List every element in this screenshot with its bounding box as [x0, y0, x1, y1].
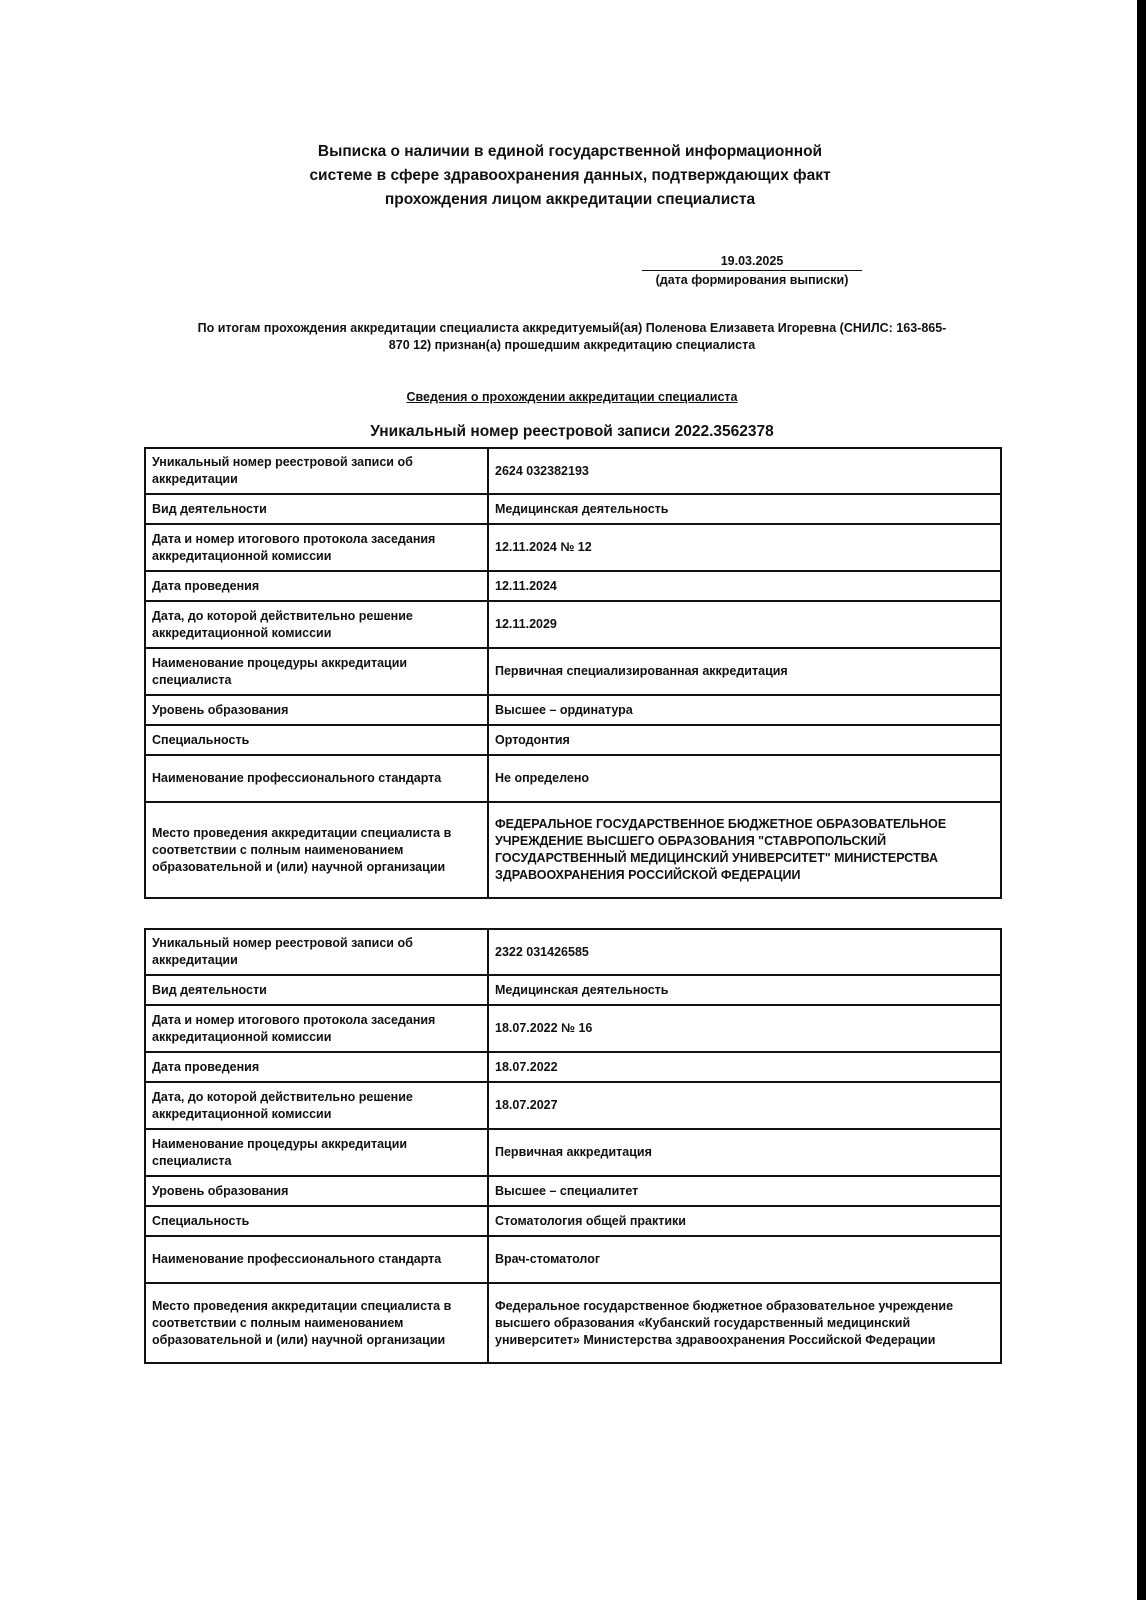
table-row — [145, 1206, 1001, 1236]
row-label: Уровень образования — [145, 1176, 488, 1206]
row-value: ФЕДЕРАЛЬНОЕ ГОСУДАРСТВЕННОЕ БЮДЖЕТНОЕ ОБРАЗОВАТЕЛЬНОЕ УЧРЕЖДЕНИЕ ВЫСШЕГО ОБРАЗОВАНИЯ "СТАВРОПОЛЬСКИЙ ГОСУДАРСТВЕННЫЙ МЕДИЦИНСКИЙ УНИВЕРСИТЕТ" МИНИСТЕРСТВА ЗДРАВООХРАНЕНИЯ РОССИЙСКОЙ ФЕДЕРАЦИИ — [488, 802, 1001, 898]
document-title — [230, 140, 910, 212]
row-value: 12.11.2024 — [488, 571, 1001, 601]
table-row — [145, 601, 1001, 648]
accreditation-table-1 — [144, 447, 1002, 899]
row-label: Наименование процедуры аккредитации специалиста — [145, 648, 488, 695]
row-value: Врач-стоматолог — [488, 1236, 1001, 1283]
row-label: Дата проведения — [145, 1052, 488, 1082]
table-row — [145, 1236, 1001, 1283]
table-row — [145, 494, 1001, 524]
row-value: Ортодонтия — [488, 725, 1001, 755]
row-label: Место проведения аккредитации специалиста в соответствии с полным наименованием образовательной и (или) научной организации — [145, 802, 488, 898]
table-row — [145, 695, 1001, 725]
row-value: Первичная аккредитация — [488, 1129, 1001, 1176]
table-row — [145, 975, 1001, 1005]
row-value: 18.07.2022 № 16 — [488, 1005, 1001, 1052]
row-label: Вид деятельности — [145, 975, 488, 1005]
title-line: прохождения лицом аккредитации специалиста — [384, 191, 756, 208]
table-row — [145, 755, 1001, 802]
issue-date-caption: (дата формирования выписки) — [655, 273, 849, 287]
row-label: Наименование профессионального стандарта — [145, 1236, 488, 1283]
row-value: 2624 032382193 — [488, 448, 1001, 494]
row-value: 18.07.2027 — [488, 1082, 1001, 1129]
table-row — [145, 725, 1001, 755]
row-value: Стоматология общей практики — [488, 1206, 1001, 1236]
table-row — [145, 929, 1001, 975]
row-value: Не определено — [488, 755, 1001, 802]
row-value: Медицинская деятельность — [488, 975, 1001, 1005]
row-label: Дата и номер итогового протокола заседания аккредитационной комиссии — [145, 524, 488, 571]
row-label: Место проведения аккредитации специалиста в соответствии с полным наименованием образовательной и (или) научной организации — [145, 1283, 488, 1363]
row-value: Первичная специализированная аккредитация — [488, 648, 1001, 695]
table-row — [145, 1129, 1001, 1176]
row-label: Уникальный номер реестровой записи об аккредитации — [145, 929, 488, 975]
row-label: Специальность — [145, 1206, 488, 1236]
row-label: Наименование процедуры аккредитации специалиста — [145, 1129, 488, 1176]
row-label: Дата проведения — [145, 571, 488, 601]
row-label: Вид деятельности — [145, 494, 488, 524]
row-value: 12.11.2024 № 12 — [488, 524, 1001, 571]
intro-line: 870 12) признан(а) прошедшим аккредитацию специалиста — [388, 338, 756, 352]
table-row — [145, 571, 1001, 601]
table-row — [145, 1283, 1001, 1363]
section-heading: Сведения о прохождении аккредитации специалиста — [406, 390, 738, 404]
title-line: Выписка о наличии в единой государственной информационной — [317, 143, 823, 160]
issue-date: 19.03.2025 — [642, 254, 862, 271]
title-line: системе в сфере здравоохранения данных, подтверждающих факт — [309, 167, 831, 184]
row-label: Дата, до которой действительно решение аккредитационной комиссии — [145, 601, 488, 648]
accreditation-table-2 — [144, 928, 1002, 1364]
row-label: Дата, до которой действительно решение аккредитационной комиссии — [145, 1082, 488, 1129]
table-row — [145, 1176, 1001, 1206]
row-value: 2322 031426585 — [488, 929, 1001, 975]
table-row — [145, 524, 1001, 571]
row-value: Федеральное государственное бюджетное образовательное учреждение высшего образования «Кубанский государственный медицинский университет» Министерства здравоохранения Российской Федерации — [488, 1283, 1001, 1363]
issue-date-block — [642, 254, 862, 289]
intro-paragraph — [142, 320, 1002, 354]
row-label: Наименование профессионального стандарта — [145, 755, 488, 802]
table-row — [145, 1082, 1001, 1129]
row-label: Специальность — [145, 725, 488, 755]
table-row — [145, 448, 1001, 494]
intro-line: По итогам прохождения аккредитации специалиста аккредитуемый(ая) Поленова Елизавета Игоревна (СНИЛС: 163-865- — [197, 321, 947, 335]
row-value: Высшее – специалитет — [488, 1176, 1001, 1206]
registry-number: Уникальный номер реестровой записи 2022.3562378 — [370, 423, 774, 440]
row-label: Уникальный номер реестровой записи об аккредитации — [145, 448, 488, 494]
table-row — [145, 648, 1001, 695]
table-row — [145, 1052, 1001, 1082]
table-row — [145, 1005, 1001, 1052]
row-value: 18.07.2022 — [488, 1052, 1001, 1082]
row-label: Уровень образования — [145, 695, 488, 725]
row-value: Высшее – ординатура — [488, 695, 1001, 725]
table-row — [145, 802, 1001, 898]
row-value: Медицинская деятельность — [488, 494, 1001, 524]
row-value: 12.11.2029 — [488, 601, 1001, 648]
row-label: Дата и номер итогового протокола заседания аккредитационной комиссии — [145, 1005, 488, 1052]
